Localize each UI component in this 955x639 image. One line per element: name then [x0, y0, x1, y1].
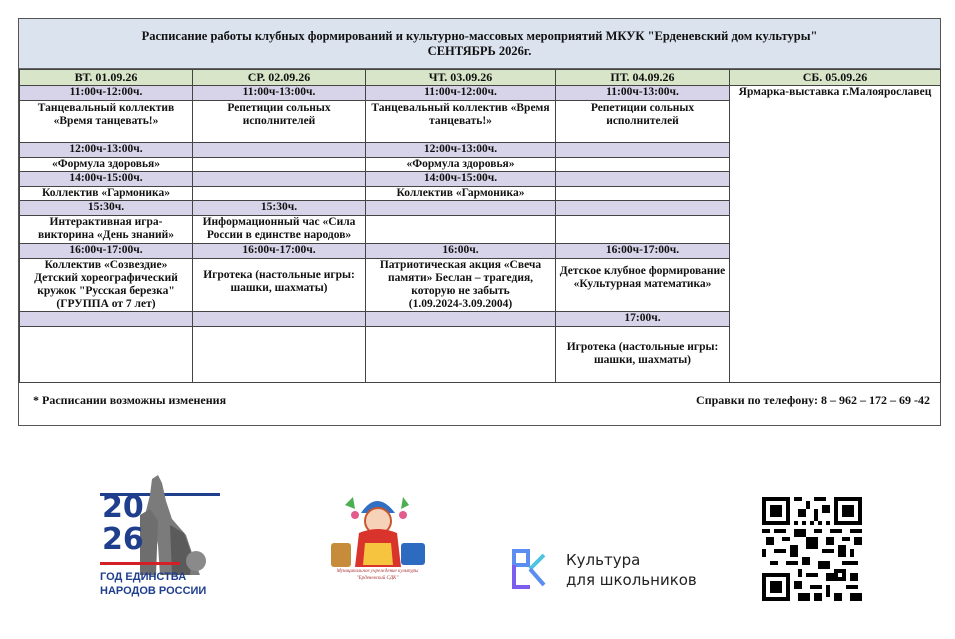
phone-info: Справки по телефону: 8 – 962 – 172 – 69 -42	[696, 393, 930, 407]
time-slot-empty	[366, 201, 556, 216]
kultura-line-1: Культура	[566, 551, 641, 569]
activity-cell-empty	[193, 187, 366, 201]
day-header-fri: ПТ. 04.09.26	[556, 70, 730, 86]
activity-cell: «Формула здоровья»	[20, 158, 193, 172]
time-row-1	[20, 86, 941, 101]
activity-cell: Информационный час «Сила России в единстве народов»	[193, 216, 366, 244]
activity-cell: Танцевальный коллектив «Время танцевать!»	[20, 101, 193, 143]
activity-text: Игротека (настольные игры: шашки, шахматы)	[566, 341, 719, 366]
title-line-1: Расписание работы клубных формирований и культурно-массовых мероприятий МКУК "Ерденевский дом культуры"	[141, 29, 818, 43]
time-slot: 11:00ч-12:00ч.	[366, 86, 556, 101]
time-slot-empty	[556, 201, 730, 216]
year-top: 20	[102, 490, 144, 525]
activity-text: Детское клубное формирование «Культурная математика»	[559, 265, 726, 290]
activity-cell: Репетиции сольных исполнителей	[556, 101, 730, 143]
activity-line: (ГРУППА от 7 лет)	[56, 298, 156, 310]
activity-cell	[193, 259, 366, 312]
activity-line: Детский хореографический кружок "Русская березка"	[34, 272, 178, 297]
time-slot: 14:00ч-15:00ч.	[20, 172, 193, 187]
day-header-sat: СБ. 05.09.26	[730, 70, 941, 86]
time-slot-empty	[193, 312, 366, 327]
activity-cell-empty	[556, 187, 730, 201]
schedule-title	[19, 19, 940, 69]
fair-cell	[730, 86, 941, 383]
day-header-thu: ЧТ. 03.09.26	[366, 70, 556, 86]
kultura-icon	[510, 547, 550, 591]
time-slot: 16:00ч-17:00ч.	[20, 244, 193, 259]
changes-note: * Расписании возможны изменения	[33, 393, 227, 407]
activity-cell: Коллектив «Гармоника»	[366, 187, 556, 201]
activity-cell	[556, 259, 730, 312]
time-slot-empty	[193, 172, 366, 187]
activity-cell	[20, 259, 193, 312]
year-caption-2: НАРОДОВ РОССИИ	[100, 585, 207, 597]
time-slot: 14:00ч-15:00ч.	[366, 172, 556, 187]
activity-line: (1.09.2024-3.09.2004)	[408, 298, 513, 310]
time-slot-empty	[193, 143, 366, 158]
kultura-logo	[510, 545, 710, 593]
sdk-caption-1: Муниципальное учреждение культуры	[336, 569, 419, 574]
activity-cell: Интерактивная игра-викторина «День знаний»	[20, 216, 193, 244]
time-slot: 16:00ч-17:00ч.	[556, 244, 730, 259]
qr-code-icon	[762, 497, 862, 601]
activity-cell: Репетиции сольных исполнителей	[193, 101, 366, 143]
activity-cell	[556, 327, 730, 383]
time-slot: 15:30ч.	[193, 201, 366, 216]
days-header-row	[20, 70, 941, 86]
activity-line: Патриотическая акция «Свеча памяти» Беслан – трагедия, которую не забыть	[379, 259, 542, 297]
year-caption-1: ГОД ЕДИНСТВА	[100, 571, 187, 583]
activity-cell-empty	[556, 158, 730, 172]
activity-cell: «Формула здоровья»	[366, 158, 556, 172]
activity-cell-empty	[366, 216, 556, 244]
activity-cell-empty	[20, 327, 193, 383]
year-of-unity-logo	[100, 475, 220, 599]
activity-cell-empty	[193, 158, 366, 172]
activity-cell	[366, 259, 556, 312]
time-slot-empty	[20, 312, 193, 327]
time-slot: 16:00ч.	[366, 244, 556, 259]
matryoshka-icon	[325, 493, 430, 573]
activity-cell: Танцевальный коллектив «Время танцевать!»	[366, 101, 556, 143]
time-slot: 12:00ч-13:00ч.	[20, 143, 193, 158]
activity-line: Коллектив «Созвездие»	[44, 259, 168, 271]
time-slot: 11:00ч-12:00ч.	[20, 86, 193, 101]
schedule-table	[19, 69, 941, 383]
flag-stripe	[100, 562, 180, 565]
day-header-wed: СР. 02.09.26	[193, 70, 366, 86]
time-slot: 16:00ч-17:00ч.	[193, 244, 366, 259]
fair-activity: Ярмарка-выставка г.Малоярославец	[738, 86, 932, 98]
sdk-logo	[325, 493, 430, 585]
day-header-tue: ВТ. 01.09.26	[20, 70, 193, 86]
time-slot: 11:00ч-13:00ч.	[556, 86, 730, 101]
activity-text: Игротека (настольные игры: шашки, шахматы)	[203, 269, 355, 294]
year-bottom: 26	[102, 522, 144, 557]
activity-cell-empty	[556, 216, 730, 244]
time-slot-empty	[556, 143, 730, 158]
time-slot-empty	[366, 312, 556, 327]
time-slot-empty	[556, 172, 730, 187]
activity-cell-empty	[366, 327, 556, 383]
time-slot: 17:00ч.	[556, 312, 730, 327]
activity-cell: Коллектив «Гармоника»	[20, 187, 193, 201]
kultura-line-2: для школьников	[566, 571, 697, 589]
time-slot: 15:30ч.	[20, 201, 193, 216]
qr-code[interactable]	[762, 497, 862, 601]
sdk-caption-2: "Ерденевский СДК"	[356, 576, 399, 581]
time-slot: 12:00ч-13:00ч.	[366, 143, 556, 158]
time-slot: 11:00ч-13:00ч.	[193, 86, 366, 101]
schedule-panel	[18, 18, 941, 426]
title-line-2: СЕНТЯБРЬ 2026г.	[427, 44, 532, 58]
activity-cell-empty	[193, 327, 366, 383]
